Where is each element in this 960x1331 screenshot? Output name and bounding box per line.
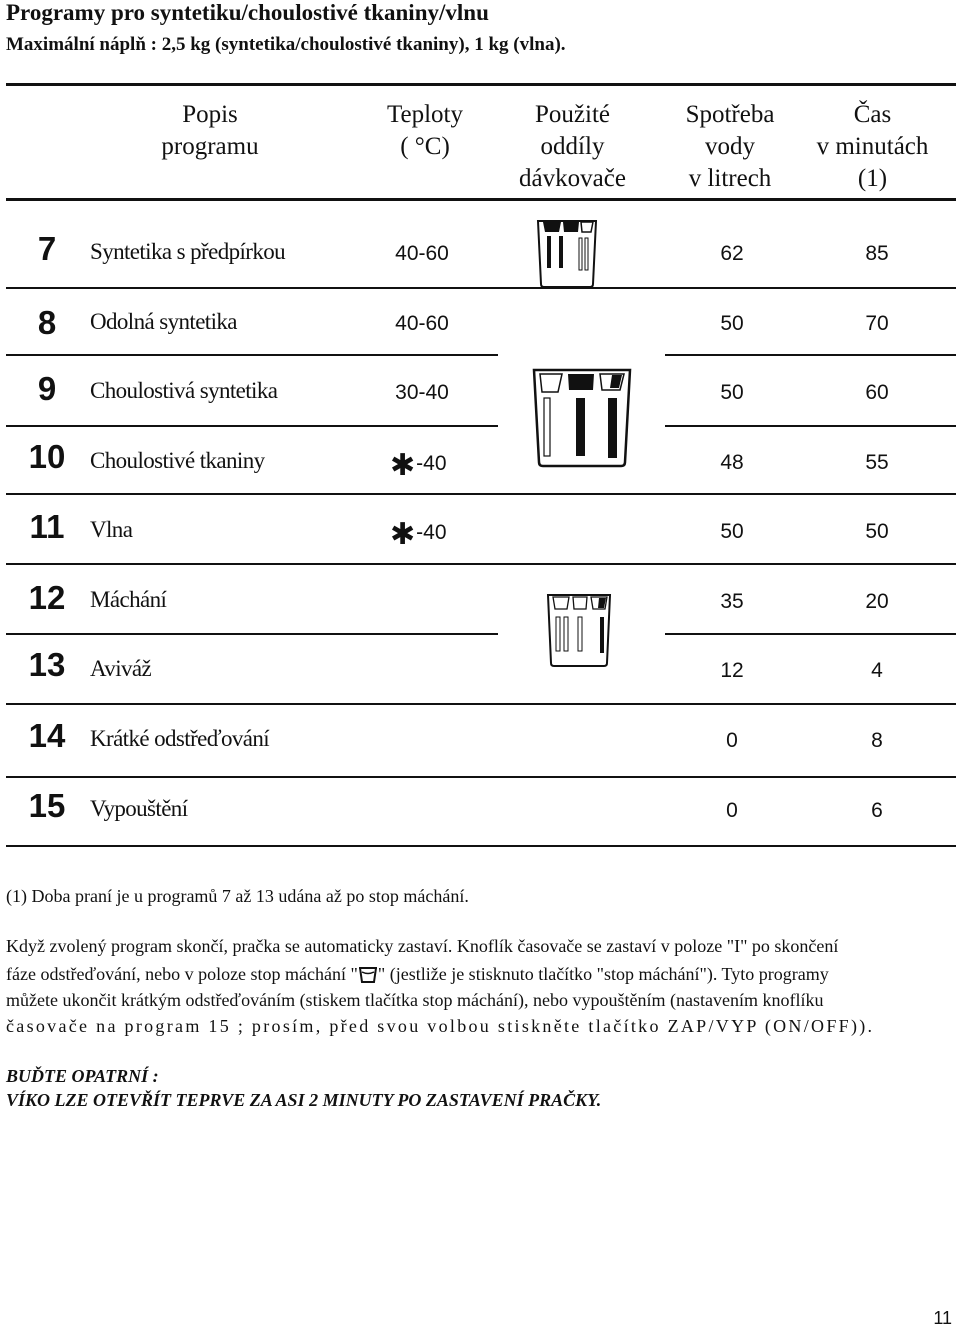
program-number: 12 bbox=[28, 579, 66, 616]
header-temperature: Teploty ( °C) bbox=[386, 101, 463, 160]
program-temperature: 30-40 bbox=[395, 381, 449, 404]
program-number: 14 bbox=[28, 717, 66, 754]
program-number: 10 bbox=[28, 438, 66, 475]
program-description: Aviváž bbox=[90, 656, 152, 681]
row-divider bbox=[665, 354, 956, 356]
program-water: 50 bbox=[720, 520, 744, 543]
program-description: Krátké odstřeďování bbox=[90, 726, 270, 751]
row-divider bbox=[6, 287, 956, 289]
dispenser-main-icon bbox=[530, 364, 634, 468]
program-time: 6 bbox=[871, 799, 883, 822]
program-temperature: 40-60 bbox=[395, 242, 449, 265]
rinse-hold-icon bbox=[358, 966, 378, 984]
program-water: 62 bbox=[720, 242, 744, 265]
program-time: 70 bbox=[865, 312, 889, 335]
dispenser-softener-icon bbox=[545, 591, 613, 667]
row-divider bbox=[6, 633, 498, 635]
paragraph-line: časovače na program 15 ; prosím, před svou volbou stiskněte tlačítko ZAP/VYP (ON/OFF)). bbox=[6, 1016, 875, 1036]
header-dispenser: Použité oddíly dávkovače bbox=[519, 101, 626, 192]
dispenser-prewash-main-icon bbox=[535, 216, 599, 288]
paragraph-line: fáze odstřeďování, nebo v poloze stop máchání " " (jestliže je stisknuto tlačítko "stop máchání"). Tyto programy bbox=[6, 964, 829, 984]
program-time: 55 bbox=[865, 451, 889, 474]
program-time: 85 bbox=[865, 242, 889, 265]
table-bottom-rule bbox=[6, 845, 956, 847]
program-description: Choulostivá syntetika bbox=[90, 378, 278, 403]
row-divider bbox=[6, 354, 498, 356]
program-time: 50 bbox=[865, 520, 889, 543]
program-water: 0 bbox=[726, 729, 738, 752]
program-number: 11 bbox=[29, 508, 65, 545]
program-water: 50 bbox=[720, 381, 744, 404]
program-water: 35 bbox=[720, 590, 744, 613]
program-number: 13 bbox=[28, 646, 66, 683]
program-description: Máchání bbox=[90, 587, 167, 612]
program-description: Choulostivé tkaniny bbox=[90, 448, 265, 473]
program-water: 50 bbox=[720, 312, 744, 335]
program-number: 9 bbox=[37, 370, 57, 407]
row-divider bbox=[665, 425, 956, 427]
program-temperature: ✱-40 bbox=[390, 518, 447, 551]
program-temperature: 40-60 bbox=[395, 312, 449, 335]
program-time: 4 bbox=[871, 659, 883, 682]
header-time: Čas v minutách (1) bbox=[816, 101, 929, 192]
program-water: 0 bbox=[726, 799, 738, 822]
page-subtitle: Maximální náplň : 2,5 kg (syntetika/choulostivé tkaniny), 1 kg (vlna). bbox=[6, 34, 566, 55]
paragraph-line: Když zvolený program skončí, pračka se automaticky zastaví. Knoflík časovače se zastaví v poloze "I" po skončení bbox=[6, 936, 839, 956]
page-title: Programy pro syntetiku/choulostivé tkaniny/vlnu bbox=[6, 0, 489, 25]
header-water: Spotřeba vody v litrech bbox=[685, 101, 775, 192]
program-water: 12 bbox=[720, 659, 744, 682]
header-description: Popis programu bbox=[161, 101, 259, 160]
warning-heading: BUĎTE OPATRNÍ : bbox=[6, 1066, 159, 1086]
page-number: 11 bbox=[933, 1308, 952, 1328]
program-time: 60 bbox=[865, 381, 889, 404]
row-divider bbox=[6, 703, 956, 705]
row-divider bbox=[6, 493, 956, 495]
footnote: (1) Doba praní je u programů 7 až 13 udána až po stop máchání. bbox=[6, 886, 469, 906]
program-time: 8 bbox=[871, 729, 883, 752]
program-number: 8 bbox=[37, 304, 57, 341]
cold-wash-icon: ✱ bbox=[390, 518, 416, 551]
program-description: Syntetika s předpírkou bbox=[90, 239, 286, 264]
program-number: 7 bbox=[37, 230, 57, 267]
row-divider bbox=[665, 633, 956, 635]
row-divider bbox=[6, 776, 956, 778]
program-description: Odolná syntetika bbox=[90, 309, 237, 334]
row-divider bbox=[6, 425, 498, 427]
paragraph-line: můžete ukončit krátkým odstřeďováním (stiskem tlačítka stop máchání), nebo vypouštěním (nastavením knoflíku bbox=[6, 990, 824, 1010]
header-bottom-rule bbox=[6, 198, 956, 201]
program-description: Vlna bbox=[90, 517, 133, 542]
table-top-rule bbox=[6, 83, 956, 86]
program-time: 20 bbox=[865, 590, 889, 613]
row-divider bbox=[6, 563, 956, 565]
program-description: Vypouštění bbox=[90, 796, 188, 821]
program-water: 48 bbox=[720, 451, 744, 474]
program-number: 15 bbox=[28, 787, 66, 824]
program-temperature: ✱-40 bbox=[390, 449, 447, 482]
cold-wash-icon: ✱ bbox=[390, 449, 416, 482]
warning-text: VÍKO LZE OTEVŘÍT TEPRVE ZA ASI 2 MINUTY PO ZASTAVENÍ PRAČKY. bbox=[6, 1090, 602, 1110]
